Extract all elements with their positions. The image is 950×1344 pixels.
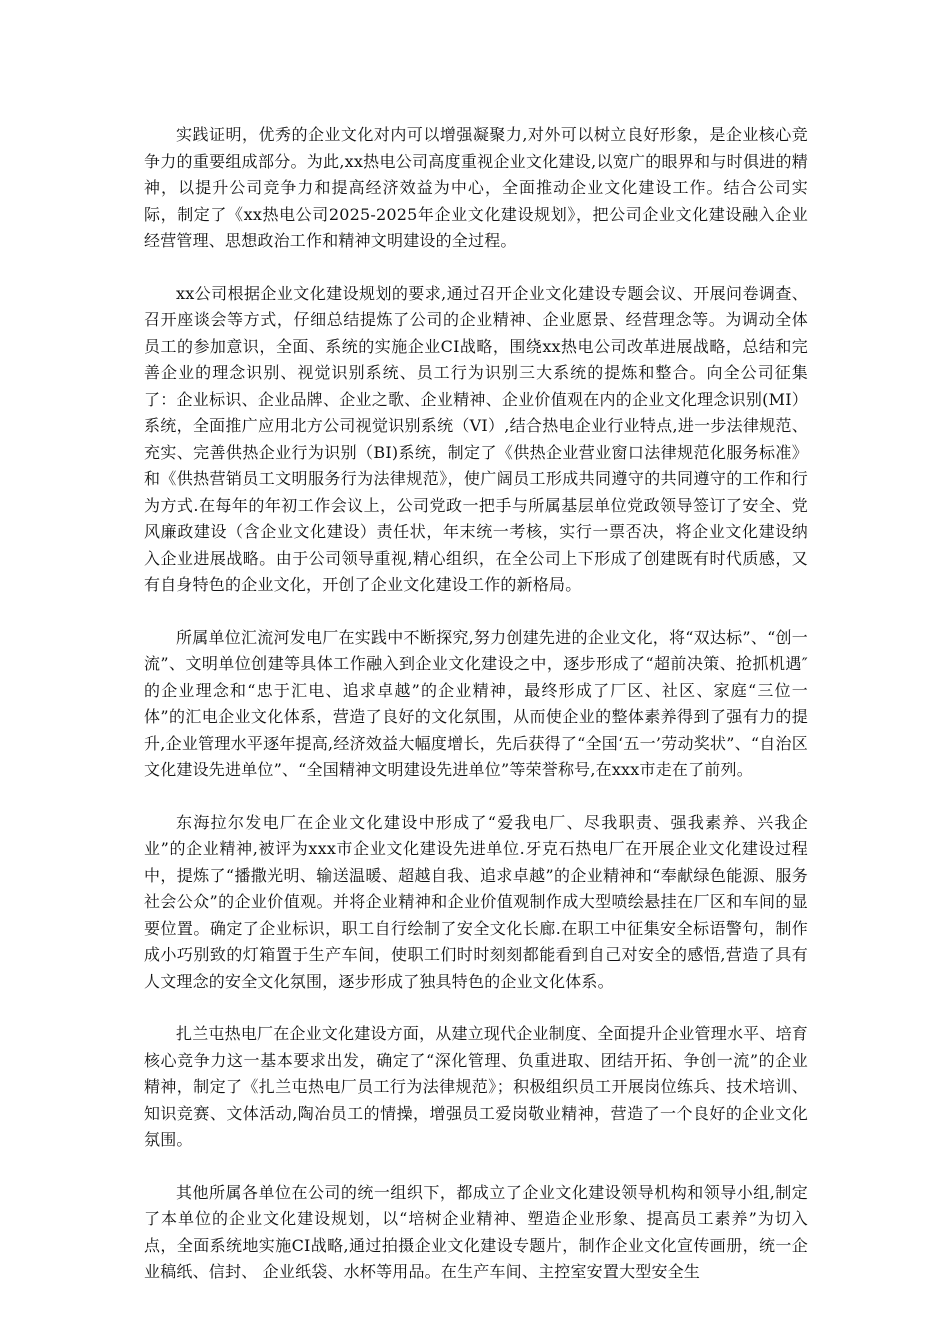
paragraph-4: 东海拉尔发电厂在企业文化建设中形成了“爱我电厂、尽我职责、强我素养、兴我企业”的企业精神,被评为xxx市企业文化建设先进单位.牙克石热电厂在开展企业文化建设过程中，提炼了“播撒光明、输送温暖、超越自我、追求卓越”的企业精神和“奉献绿色能源、服务社会公众”的企业价值观。并将企业精神和企业价值观制作成大型喷绘悬挂在厂区和车间的显要位置。确定了企业标识，职工自行绘制了安全文化长廊.在职工中征集安全标语警句，制作成小巧别致的灯箱置于生产车间，使职工们时时刻刻都能看到自己对安全的感悟,营造了具有人文理念的安全文化氛围，逐步形成了独具特色的企业文化体系。 [144, 812, 808, 991]
paragraph-5: 扎兰屯热电厂在企业文化建设方面，从建立现代企业制度、全面提升企业管理水平、培育核心竞争力这一基本要求出发，确定了“深化管理、负重进取、团结开拓、争创一流”的企业精神，制定了《扎兰屯热电厂员工行为法律规范》；积极组织员工开展岗位练兵、技术培训、知识竞赛、文体活动,陶冶员工的情操，增强员工爱岗敬业精神，营造了一个良好的企业文化氛围。 [144, 1024, 808, 1149]
paragraph-3: 所属单位汇流河发电厂在实践中不断探究,努力创建先进的企业文化，将“双达标”、“创一流”、文明单位创建等具体工作融入到企业文化建设之中，逐步形成了“超前决策、抢抓机遇″的企业理念和“忠于汇电、追求卓越”的企业精神，最终形成了厂区、社区、家庭“三位一体”的汇电企业文化体系，营造了良好的文化氛围，从而使企业的整体素养得到了强有力的提升,企业管理水平逐年提高,经济效益大幅度增长，先后获得了“全国‘五一’劳动奖状”、“自治区文化建设先进单位”、“全国精神文明建设先进单位”等荣誉称号,在xxx市走在了前列。 [144, 627, 808, 779]
paragraph-1: 实践证明，优秀的企业文化对内可以增强凝聚力,对外可以树立良好形象，是企业核心竞争力的重要组成部分。为此,xx热电公司高度重视企业文化建设,以宽广的眼界和与时俱进的精神，以提升公司竞争力和提高经济效益为中心，全面推动企业文化建设工作。结合公司实际，制定了《xx热电公司2025-2025年企业文化建设规划》，把公司企业文化建设融入企业经营管理、思想政治工作和精神文明建设的全过程。 [144, 125, 808, 250]
document-body [144, 122, 808, 1312]
paragraph-2: xx公司根据企业文化建设规划的要求,通过召开企业文化建设专题会议、开展问卷调查、召开座谈会等方式，仔细总结提炼了公司的企业精神、企业愿景、经营理念等。为调动全体员工的参加意识，全面、系统的实施企业CI战略，围绕xx热电公司改革进展战略，总结和完善企业的理念识别、视觉识别系统、员工行为识别三大系统的提炼和整合。向全公司征集了：企业标识、企业品牌、企业之歌、企业精神、企业价值观在内的企业文化理念识别(MI）系统，全面推广应用北方公司视觉识别系统（VI）,结合热电企业行业特点,进一步法律规范、充实、完善供热企业行为识别（BI)系统，制定了《供热企业营业窗口法律规范化服务标准》和《供热营销员工文明服务行为法律规范》，使广阔员工形成共同遵守的共同遵守的工作和行为方式.在每年的年初工作会议上，公司党政一把手与所属基层单位党政领导签订了安全、党风廉政建设（含企业文化建设）责任状，年末统一考核，实行一票否决，将企业文化建设纳入企业进展战略。由于公司领导重视,精心组织，在全公司上下形成了创建既有时代质感，又有自身特色的企业文化，开创了企业文化建设工作的新格局。 [144, 283, 808, 594]
paragraph-6: 其他所属各单位在公司的统一组织下，都成立了企业文化建设领导机构和领导小组,制定了本单位的企业文化建设规划，以“培树企业精神、塑造企业形象、提高员工素养”为切入点，全面系统地实施CI战略,通过拍摄企业文化建设专题片，制作企业文化宣传画册，统一企业稿纸、信封、 企业纸袋、水杯等用品。在生产车间、主控室安置大型安全生 [144, 1182, 808, 1281]
